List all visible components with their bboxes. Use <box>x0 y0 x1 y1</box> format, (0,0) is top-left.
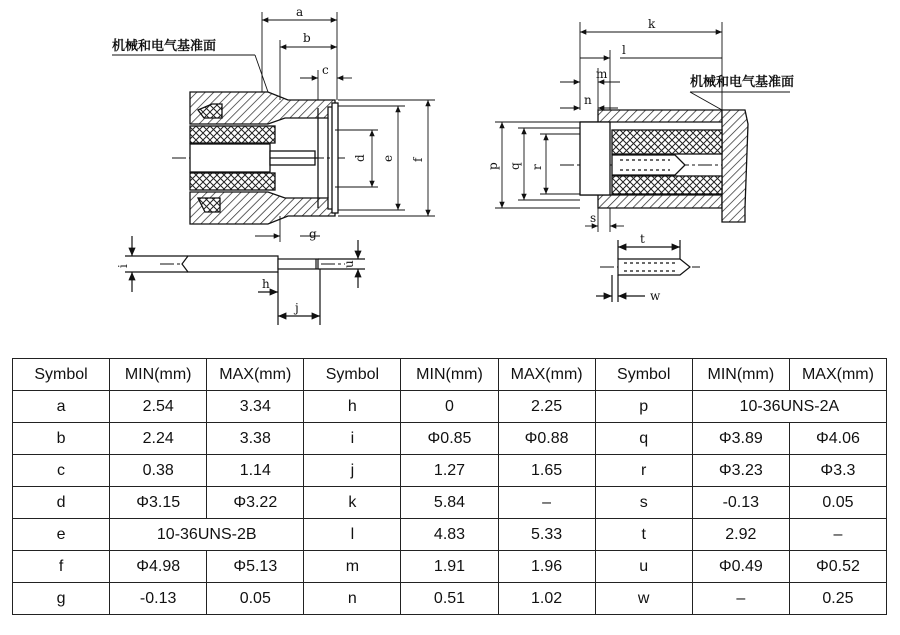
dim-label-a: a <box>296 5 304 19</box>
table-row <box>13 391 887 423</box>
max-value-cell: Φ0.52 <box>789 551 886 583</box>
symbol-cell: c <box>13 455 110 487</box>
dim-label-n: n <box>584 93 592 107</box>
max-value-cell: 1.96 <box>498 551 595 583</box>
symbol-cell: b <box>13 423 110 455</box>
dim-label-m: m <box>596 67 608 81</box>
dim-label-r: r <box>530 164 544 170</box>
table-row <box>13 551 887 583</box>
max-value-cell: Φ3.22 <box>207 487 304 519</box>
max-value-cell: 0.05 <box>789 487 886 519</box>
dim-label-d: d <box>353 154 367 162</box>
dim-label-c: c <box>322 63 329 77</box>
male-connector-view <box>560 110 748 222</box>
table-body <box>13 391 887 615</box>
min-value-cell: 5.84 <box>401 487 498 519</box>
dim-label-s: s <box>590 211 597 225</box>
max-value-cell: 1.65 <box>498 455 595 487</box>
max-value-cell: 0.25 <box>789 583 886 615</box>
dim-label-k: k <box>648 17 656 31</box>
column-header: Symbol <box>304 359 401 391</box>
column-header: MIN(mm) <box>692 359 789 391</box>
symbol-cell: l <box>304 519 401 551</box>
min-value-cell: -0.13 <box>692 487 789 519</box>
table-row <box>13 487 887 519</box>
max-value-cell: 0.05 <box>207 583 304 615</box>
min-value-cell: Φ0.49 <box>692 551 789 583</box>
max-value-cell: Φ4.06 <box>789 423 886 455</box>
min-value-cell: Φ3.15 <box>110 487 207 519</box>
symbol-cell: f <box>13 551 110 583</box>
min-value-cell: 2.54 <box>110 391 207 423</box>
dim-label-t: t <box>640 232 645 246</box>
max-value-cell: Φ0.88 <box>498 423 595 455</box>
female-connector-view <box>172 92 345 224</box>
column-header: MIN(mm) <box>401 359 498 391</box>
min-value-cell: Φ3.23 <box>692 455 789 487</box>
min-value-cell: 2.92 <box>692 519 789 551</box>
datum-label-left: 机械和电气基准面 <box>112 39 217 54</box>
thread-spec-cell: 10-36UNS-2B <box>110 519 304 551</box>
symbol-cell: e <box>13 519 110 551</box>
symbol-cell: q <box>595 423 692 455</box>
min-value-cell: -0.13 <box>110 583 207 615</box>
max-value-cell: Φ5.13 <box>207 551 304 583</box>
dim-label-l: l <box>622 43 626 57</box>
symbol-cell: g <box>13 583 110 615</box>
symbol-cell: n <box>304 583 401 615</box>
datum-label-right: 机械和电气基准面 <box>690 75 795 90</box>
female-contact-pin-detail <box>125 236 365 325</box>
max-value-cell: 5.33 <box>498 519 595 551</box>
min-value-cell: 0 <box>401 391 498 423</box>
min-value-cell: Φ3.89 <box>692 423 789 455</box>
dim-label-h: h <box>262 277 270 291</box>
max-value-cell: Φ3.3 <box>789 455 886 487</box>
dim-label-u: u <box>342 260 356 268</box>
dim-label-f: f <box>411 157 425 162</box>
column-header: MAX(mm) <box>789 359 886 391</box>
dim-label-i: i <box>116 264 130 268</box>
symbol-cell: m <box>304 551 401 583</box>
max-value-cell: 1.02 <box>498 583 595 615</box>
min-value-cell: Φ4.98 <box>110 551 207 583</box>
table-header-row <box>13 359 887 391</box>
symbol-cell: t <box>595 519 692 551</box>
min-value-cell: 0.51 <box>401 583 498 615</box>
min-value-cell: 1.27 <box>401 455 498 487</box>
min-value-cell: Φ0.85 <box>401 423 498 455</box>
column-header: MAX(mm) <box>207 359 304 391</box>
symbol-cell: p <box>595 391 692 423</box>
max-value-cell: 3.38 <box>207 423 304 455</box>
min-value-cell: 2.24 <box>110 423 207 455</box>
table-row <box>13 583 887 615</box>
dim-label-j: j <box>295 301 299 315</box>
min-value-cell: – <box>692 583 789 615</box>
max-value-cell: 1.14 <box>207 455 304 487</box>
symbol-cell: r <box>595 455 692 487</box>
max-value-cell: – <box>789 519 886 551</box>
dimension-spec-table <box>12 358 887 615</box>
max-value-cell: 3.34 <box>207 391 304 423</box>
thread-spec-cell: 10-36UNS-2A <box>692 391 886 423</box>
dim-label-p: p <box>486 162 500 170</box>
column-header: MAX(mm) <box>498 359 595 391</box>
max-value-cell: – <box>498 487 595 519</box>
column-header: Symbol <box>595 359 692 391</box>
symbol-cell: s <box>595 487 692 519</box>
symbol-cell: j <box>304 455 401 487</box>
table-row <box>13 455 887 487</box>
symbol-cell: i <box>304 423 401 455</box>
symbol-cell: u <box>595 551 692 583</box>
column-header: MIN(mm) <box>110 359 207 391</box>
min-value-cell: 1.91 <box>401 551 498 583</box>
dim-label-e: e <box>381 154 395 162</box>
symbol-cell: d <box>13 487 110 519</box>
min-value-cell: 4.83 <box>401 519 498 551</box>
dim-label-q: q <box>508 162 522 170</box>
symbol-cell: h <box>304 391 401 423</box>
max-value-cell: 2.25 <box>498 391 595 423</box>
min-value-cell: 0.38 <box>110 455 207 487</box>
column-header: Symbol <box>13 359 110 391</box>
symbol-cell: w <box>595 583 692 615</box>
dim-label-w: w <box>650 289 661 303</box>
male-contact-pin-detail <box>596 240 700 302</box>
symbol-cell: a <box>13 391 110 423</box>
table-row <box>13 519 887 551</box>
symbol-cell: k <box>304 487 401 519</box>
dim-label-g: g <box>309 227 317 241</box>
dim-label-b: b <box>303 31 311 45</box>
table-row <box>13 423 887 455</box>
